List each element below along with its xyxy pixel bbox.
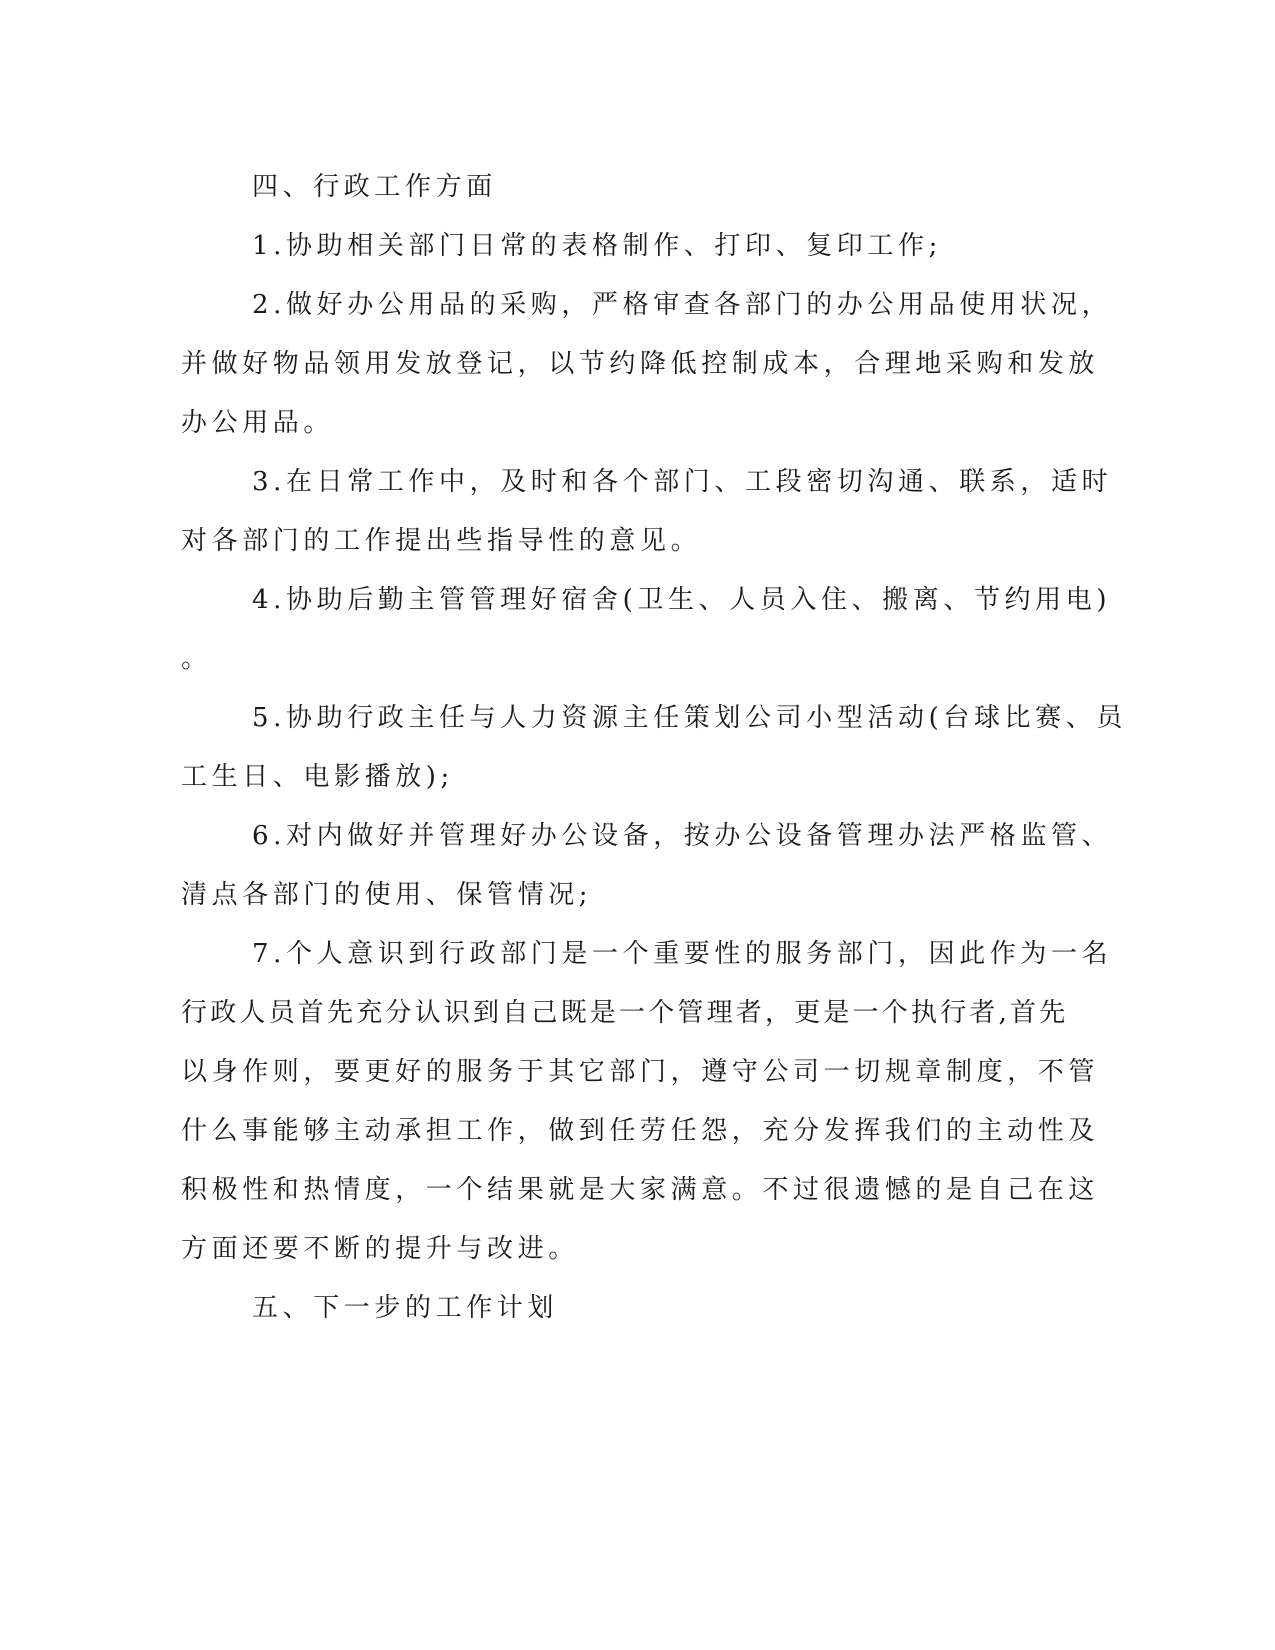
paragraph-line: 积极性和热情度，一个结果就是大家满意。不过很遗憾的是自己在这 [181, 1175, 1100, 1205]
paragraph-line: 什么事能够主动承担工作，做到任劳任怨，充分发挥我们的主动性及 [181, 1116, 1100, 1146]
paragraph-line: 2.做好办公用品的采购，严格审查各部门的办公用品使用状况， [252, 290, 1113, 320]
document-body [181, 158, 1127, 1338]
paragraph-line: 。 [181, 644, 212, 674]
paragraph-line: 工生日、电影播放); [181, 762, 454, 792]
paragraph-line: 并做好物品领用发放登记，以节约降低控制成本，合理地采购和发放 [181, 349, 1100, 379]
paragraph-line: 4.协助后勤主管管理好宿舍(卫生、人员入住、搬离、节约用电) [252, 585, 1112, 615]
paragraph-line: 5.协助行政主任与人力资源主任策划公司小型活动(台球比赛、员 [252, 703, 1127, 733]
paragraph-line: 以身作则，要更好的服务于其它部门，遵守公司一切规章制度，不管 [181, 1057, 1100, 1087]
section-heading-administrative-work: 四、行政工作方面 [252, 172, 497, 202]
paragraph-line: 7.个人意识到行政部门是一个重要性的服务部门，因此作为一名 [252, 939, 1113, 969]
paragraph-line: 3.在日常工作中，及时和各个部门、工段密切沟通、联系，适时 [252, 467, 1113, 497]
paragraph-line: 1.协助相关部门日常的表格制作、打印、复印工作; [252, 231, 942, 261]
paragraph-line: 对各部门的工作提出些指导性的意见。 [181, 526, 702, 556]
paragraph-line: 办公用品。 [181, 408, 335, 438]
paragraph-line: 方面还要不断的提升与改进。 [181, 1234, 579, 1264]
paragraph-line: 清点各部门的使用、保管情况; [181, 880, 593, 910]
paragraph-line: 行政人员首先充分认识到自己既是一个管理者，更是一个执行者,首先 [181, 998, 1069, 1028]
paragraph-line: 6.对内做好并管理好办公设备，按办公设备管理办法严格监管、 [252, 821, 1113, 851]
section-heading-next-work-plan: 五、下一步的工作计划 [252, 1293, 559, 1323]
